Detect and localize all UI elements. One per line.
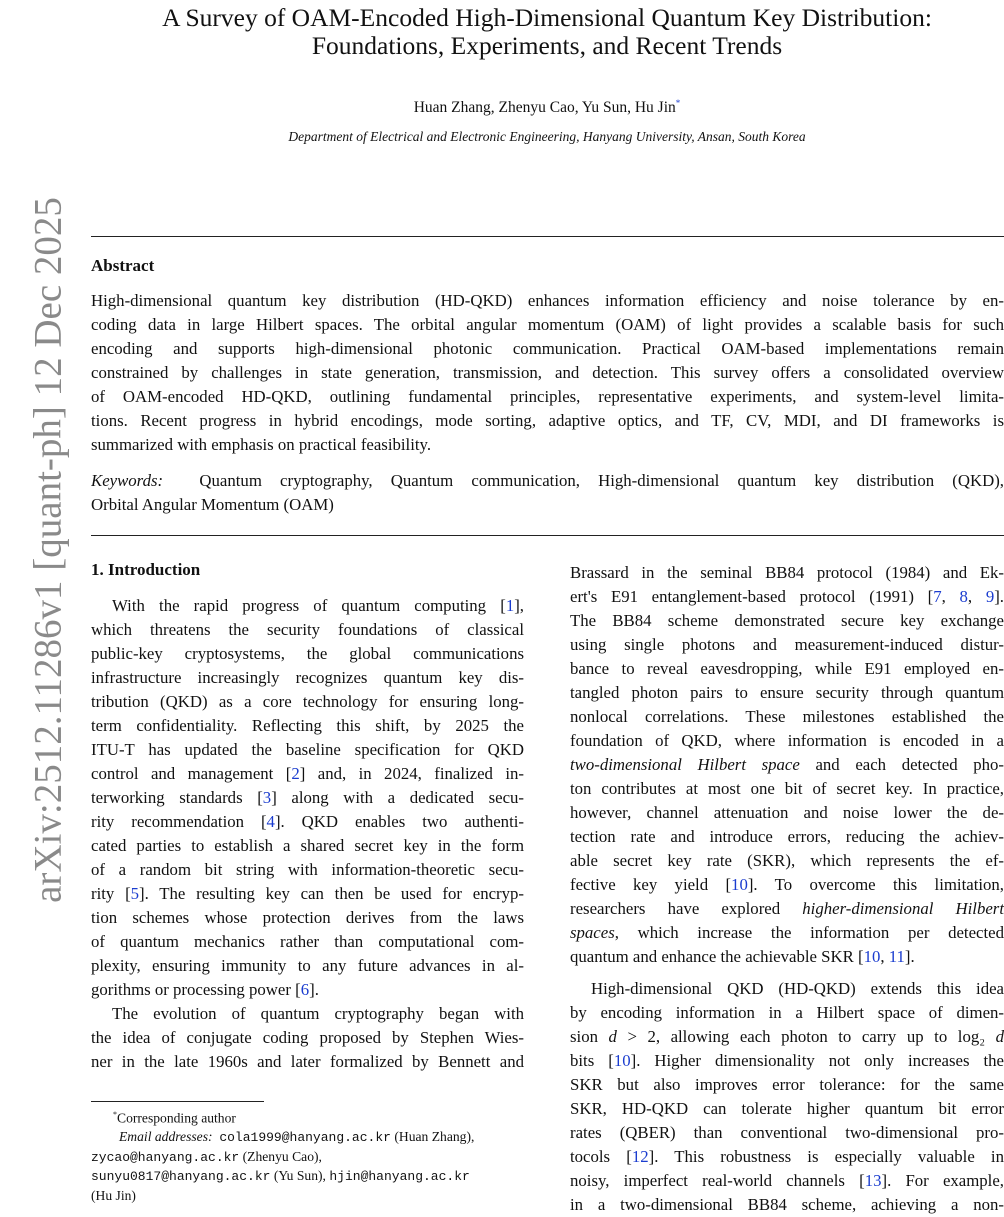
text-segment: and each detected pho- <box>799 755 1004 774</box>
citation-link[interactable]: 5 <box>130 884 140 903</box>
text-line: term confidentiality. Reflecting this shift, by 2025 the <box>91 716 524 735</box>
text-line: the idea of conjugate coding proposed by Stephen Wies- <box>91 1028 524 1047</box>
email-link[interactable]: zycao@hanyang.ac.kr <box>91 1149 240 1165</box>
text-line: High-dimensional QKD (HD-QKD) extends this idea <box>591 979 1004 998</box>
keywords-divider <box>91 535 1004 536</box>
text-line: which threatens the security foundations of classical <box>91 620 524 639</box>
text-line <box>570 753 1004 777</box>
citation-link[interactable]: 10 <box>731 875 748 894</box>
paragraph <box>570 561 1004 969</box>
top-divider <box>91 236 1004 237</box>
text-line: ton contributes at most one bit of secret key. In practice, <box>570 779 1004 798</box>
text-line: bits [10]. Higher dimensionality not only increases the <box>570 1051 1004 1070</box>
text-line: SKR, HD-QKD can tolerate higher quantum bit error <box>570 1099 1004 1118</box>
text-line: tions. Recent progress in hybrid encodings, mode sorting, adaptive optics, and TF, CV, MDI, and DI frameworks is <box>91 411 1004 430</box>
text-segment: researchers have explored <box>570 899 803 918</box>
citation-link[interactable]: 8 <box>959 587 968 606</box>
text-line: by encoding information in a Hilbert space of dimen- <box>570 1003 1004 1022</box>
paper-title-line-2: Foundations, Experiments, and Recent Trends <box>311 31 783 60</box>
text-line: of OAM-encoded HD-QKD, outlining fundamental principles, representative experiments, and system-level limita- <box>91 387 1004 406</box>
emphasis-text: spaces <box>570 923 615 942</box>
text-line: ert's E91 entanglement-based protocol (1991) [7, 8, 9]. <box>570 587 1004 606</box>
text-line: noisy, imperfect real-world channels [13]. For example, <box>570 1171 1004 1190</box>
text-line <box>570 921 1004 945</box>
corresponding-author-mark[interactable]: * <box>675 98 681 108</box>
text-line: The evolution of quantum cryptography began with <box>112 1004 524 1023</box>
author-names: Huan Zhang, Zhenyu Cao, Yu Sun, Hu Jin <box>413 99 676 117</box>
footnote-corresponding: Corresponding author <box>117 1110 236 1126</box>
section-heading-introduction: 1. Introduction <box>91 560 201 579</box>
affiliation: Department of Electrical and Electronic Engineering, Hanyang University, Ansan, South Korea <box>288 129 806 144</box>
citation-link[interactable]: 12 <box>631 1147 649 1166</box>
text-line: constrained by challenges in state generation, transmission, and detection. This survey offers a consolidated overview <box>91 363 1004 382</box>
text-line: foundation of QKD, where information is encoded in a <box>570 731 1004 750</box>
citation-link[interactable]: 7 <box>933 587 942 606</box>
citation-link[interactable]: 11 <box>888 947 905 966</box>
citation-link[interactable]: 4 <box>266 812 275 831</box>
author-list <box>94 98 1000 117</box>
paragraph <box>570 977 1004 1217</box>
text-line: of quantum mechanics rather than computational com- <box>91 932 524 951</box>
email-link[interactable]: cola1999@hanyang.ac.kr <box>219 1130 391 1146</box>
text-segment: , which increase the information per detected <box>614 923 1004 942</box>
text-line <box>570 1025 1004 1049</box>
paragraph <box>91 594 524 1002</box>
citation-link[interactable]: 6 <box>300 980 310 999</box>
keywords-text-1: Quantum cryptography, Quantum communication, High-dimensional quantum key distribution (QKD), <box>199 471 1004 490</box>
emphasis-text: two-dimensional Hilbert space <box>570 755 800 774</box>
text-line: coding data in large Hilbert spaces. The orbital angular momentum (OAM) of light provides a scalable basis for such <box>91 315 1004 334</box>
text-line: gorithms or processing power [6]. <box>91 980 319 999</box>
text-line: nonlocal correlations. These milestones established the <box>570 707 1004 726</box>
text-line: control and management [2] and, in 2024, finalized in- <box>91 764 524 783</box>
keywords-label: Keywords: <box>91 471 164 490</box>
abstract-heading: Abstract <box>91 256 155 275</box>
paragraph <box>91 1002 524 1074</box>
email-owner: (Yu Sun), <box>273 1168 326 1184</box>
email-owner: (Zhenyu Cao), <box>242 1148 322 1164</box>
citation-link[interactable]: 10 <box>863 947 881 966</box>
emphasis-text: higher-dimensional Hilbert <box>802 899 1004 918</box>
citation-link[interactable]: 3 <box>262 788 272 807</box>
text-line: plexity, ensuring immunity to any future advances in al- <box>91 956 524 975</box>
text-line: High-dimensional quantum key distribution (HD-QKD) enhances information efficiency and noise tolerance by en- <box>91 291 1004 310</box>
arxiv-identifier-stamp: arXiv:2512.11286v1 [quant-ph] 12 Dec 2025 <box>26 197 70 903</box>
text-line: tion schemes whose protection derives from the laws <box>91 908 524 927</box>
citation-link[interactable]: 9 <box>985 587 995 606</box>
text-line: rates (QBER) than conventional two-dimensional pro- <box>570 1123 1004 1142</box>
right-column-body <box>570 561 1004 1217</box>
text-line: rity [5]. The resulting key can then be used for encryp- <box>91 884 524 903</box>
text-line <box>570 897 1004 921</box>
text-line: tocols [12]. This robustness is especially valuable in <box>570 1147 1004 1166</box>
text-line: using single photons and measurement-induced distur- <box>570 635 1004 654</box>
text-line: tection rate and introduce errors, reducing the achiev- <box>570 827 1004 846</box>
keywords-text-2: Orbital Angular Momentum (OAM) <box>91 495 334 514</box>
email-link[interactable]: hjin@hanyang.ac.kr <box>329 1169 470 1185</box>
text-line: in a two-dimensional BB84 scheme, achieving a non- <box>570 1195 1004 1214</box>
keywords <box>91 469 1004 517</box>
text-line: tangled photon pairs to ensure security through quantum <box>570 683 1004 702</box>
email-owner: (Huan Zhang), <box>394 1129 475 1145</box>
citation-link[interactable]: 2 <box>291 764 300 783</box>
citation-link[interactable]: 10 <box>613 1051 631 1070</box>
emphasis-text: d <box>608 1027 617 1046</box>
text-line: of a random bit string with information-theoretic secu- <box>91 860 524 879</box>
text-line: Brassard in the seminal BB84 protocol (1984) and Ek- <box>570 563 1004 582</box>
text-line: infrastructure increasingly recognizes quantum key dis- <box>91 668 524 687</box>
text-line: With the rapid progress of quantum computing [1], <box>112 596 524 615</box>
left-column-body <box>91 594 524 1074</box>
text-line: fective key yield [10]. To overcome this limitation, <box>570 875 1004 894</box>
text-segment: sion <box>570 1027 609 1046</box>
text-line: cated parties to establish a shared secret key in the form <box>91 836 524 855</box>
email-owner: (Hu Jin) <box>91 1187 136 1203</box>
citation-link[interactable]: 13 <box>864 1171 882 1190</box>
text-line: rity recommendation [4]. QKD enables two authenti- <box>91 812 524 831</box>
text-line: tribution (QKD) as a core technology for ensuring long- <box>91 692 524 711</box>
text-line: ner in the late 1960s and later formalized by Bennett and <box>91 1052 524 1071</box>
footnote <box>91 1106 531 1206</box>
text-line: summarized with emphasis on practical feasibility. <box>91 435 432 454</box>
text-line: quantum and enhance the achievable SKR [10, 11]. <box>570 947 915 966</box>
emphasis-text: d <box>995 1027 1004 1046</box>
footnote-mark: * <box>113 1110 117 1119</box>
text-line: terworking standards [3] along with a dedicated secu- <box>91 788 524 807</box>
text-line: encoding and supports high-dimensional photonic communication. Practical OAM-based implementations remain <box>91 339 1004 358</box>
text-line: SKR but also improves error tolerance: for the same <box>570 1075 1004 1094</box>
text-line: public-key cryptosystems, the global communications <box>91 644 524 663</box>
text-line: ITU-T has updated the baseline specification for QKD <box>91 740 524 759</box>
text-line: bance to reveal eavesdropping, while E91 employed en- <box>570 659 1004 678</box>
text-line: however, channel attenuation and noise lower the de- <box>570 803 1004 822</box>
abstract-body <box>91 289 1004 457</box>
email-link[interactable]: sunyu0817@hanyang.ac.kr <box>91 1169 271 1185</box>
text-line: The BB84 scheme demonstrated secure key exchange <box>570 611 1004 630</box>
footnote-divider <box>91 1101 264 1102</box>
text-line: able secret key rate (SKR), which represents the ef- <box>570 851 1004 870</box>
citation-link[interactable]: 1 <box>505 596 515 615</box>
paper-title-line-1: A Survey of OAM-Encoded High-Dimensional Quantum Key Distribution: <box>162 3 932 32</box>
footnote-email-label: Email addresses: <box>119 1129 213 1145</box>
text-segment: > 2, allowing each photon to carry up to log₂ <box>616 1027 996 1046</box>
